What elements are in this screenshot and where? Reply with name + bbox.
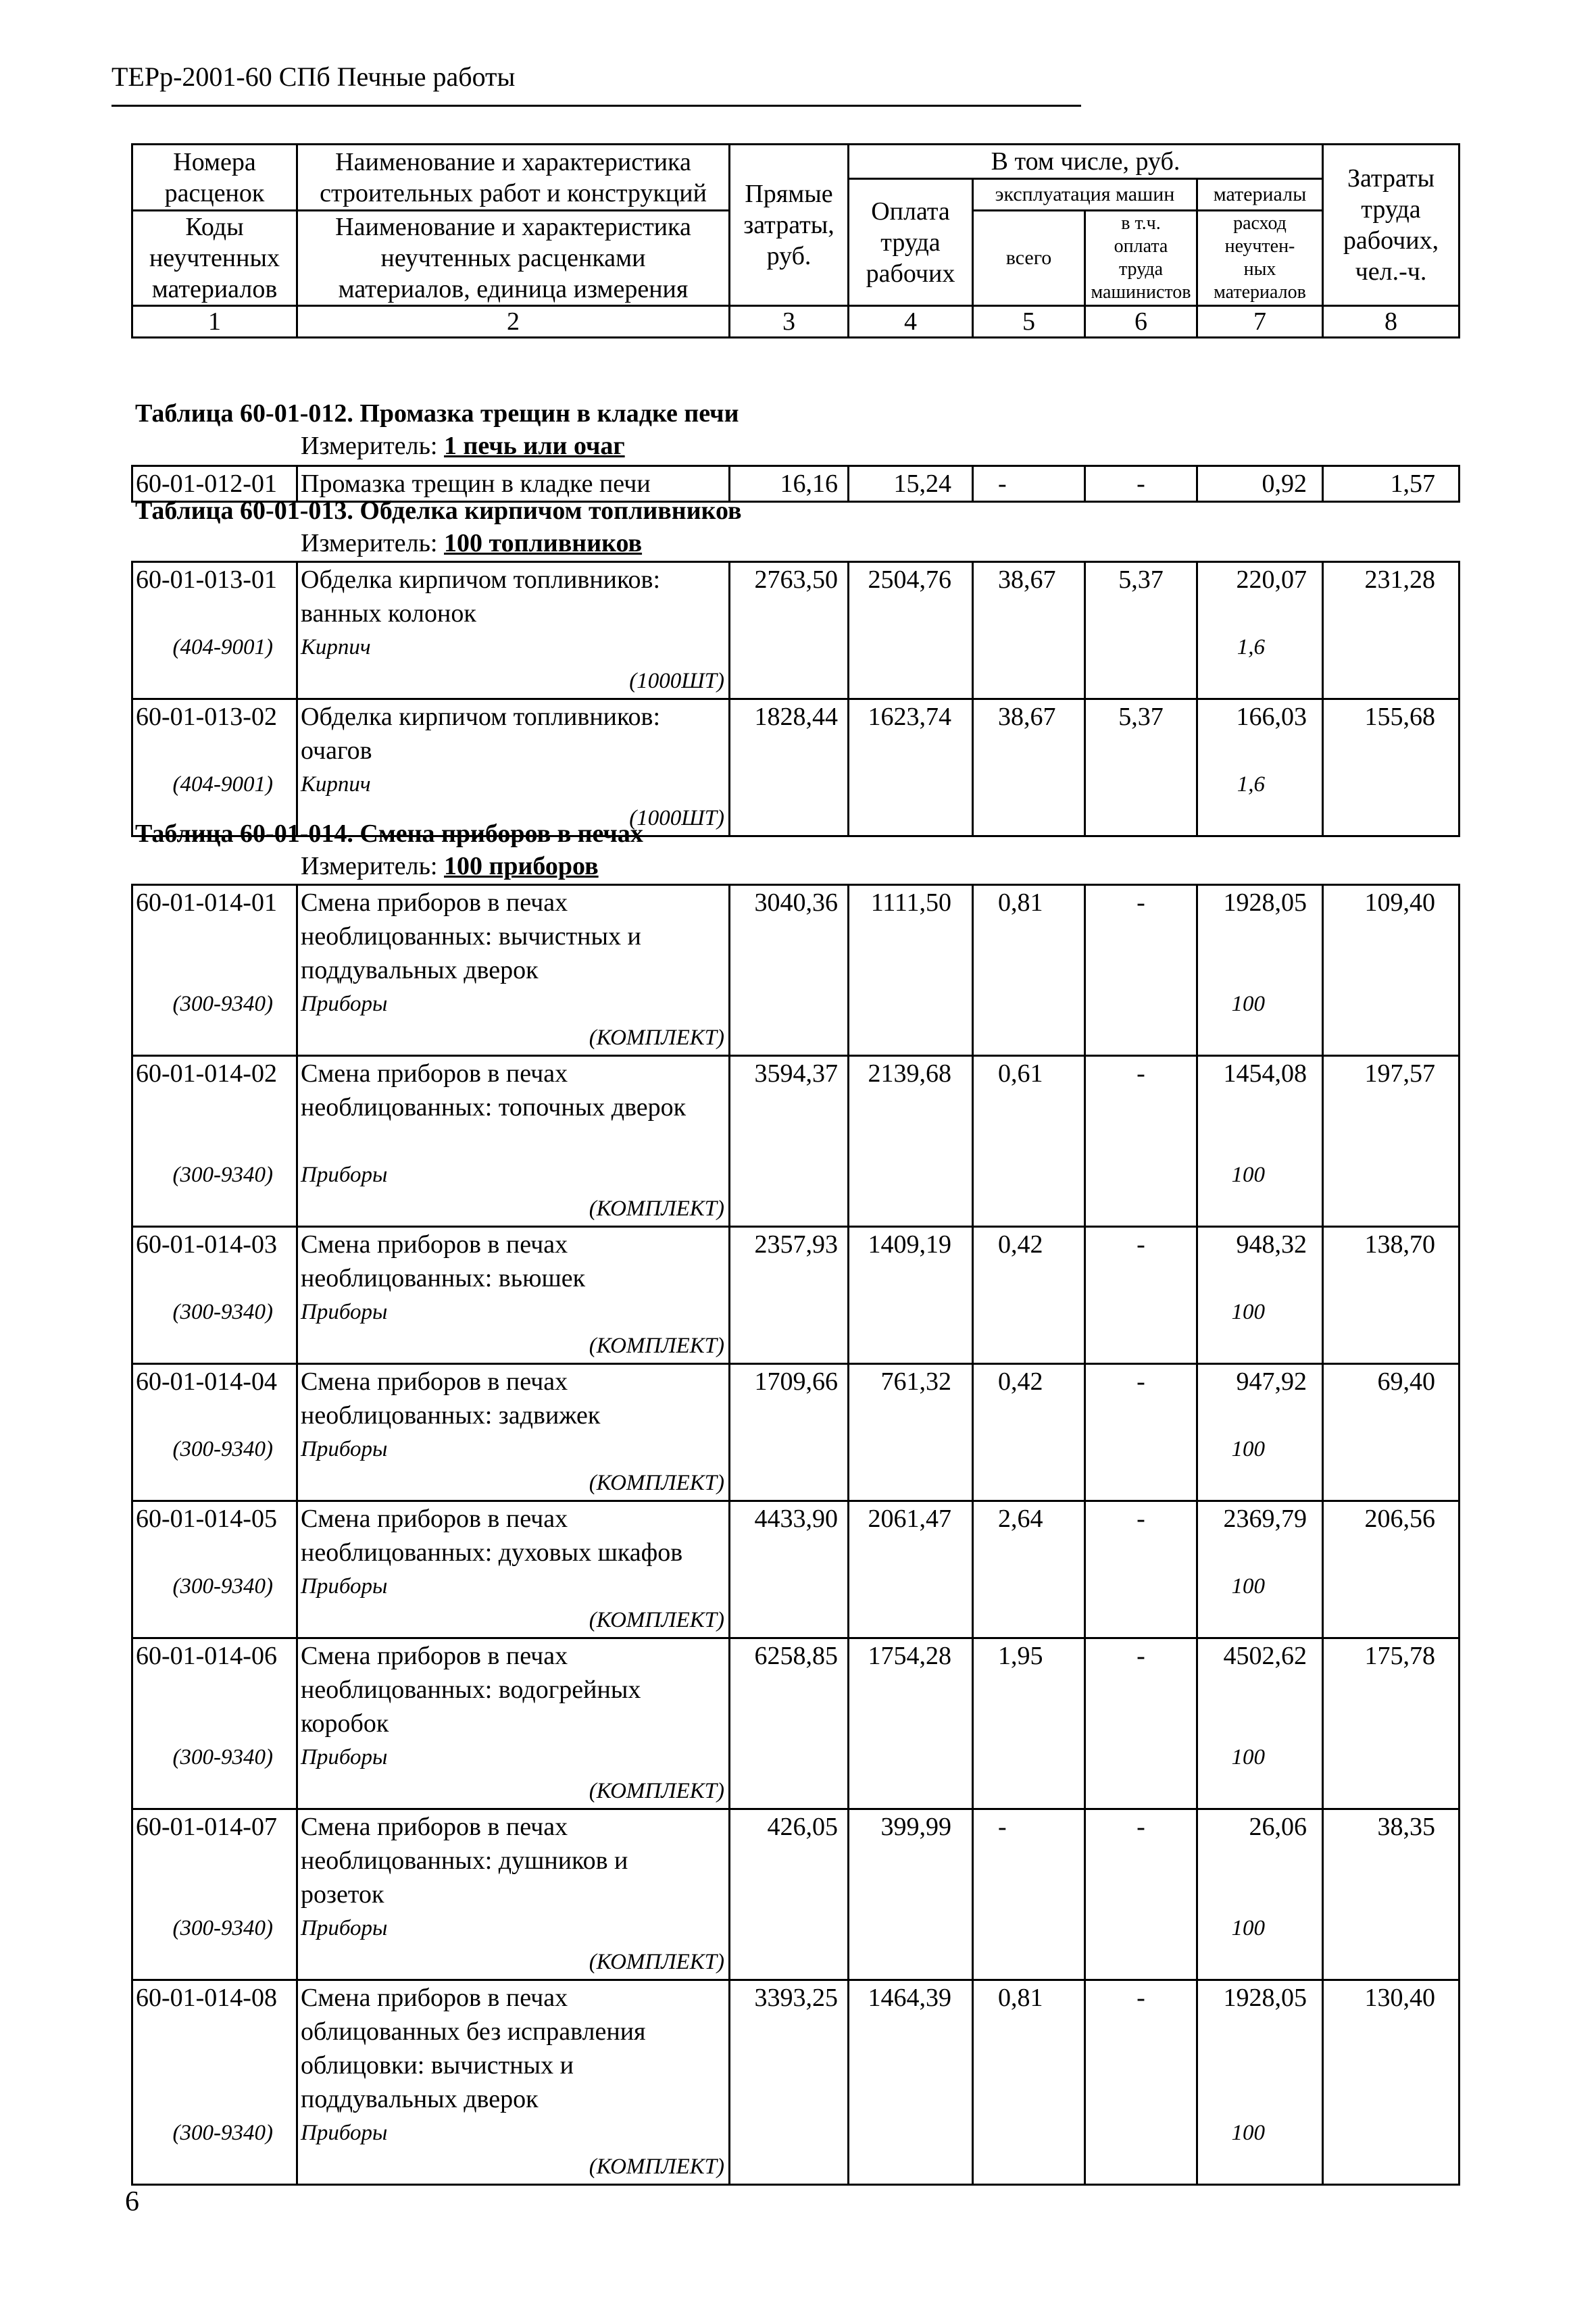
- rate-code: 60-01-012-01: [132, 466, 297, 502]
- machinist-pay: -: [1085, 466, 1197, 502]
- machinist-pay: 5,37: [1085, 562, 1197, 699]
- table-row: [132, 562, 1460, 699]
- direct-costs: 426,05: [730, 1809, 849, 1980]
- material-unit: (КОМПЛЕКТ): [589, 2155, 724, 2179]
- table-row: [132, 1056, 1460, 1227]
- material-unit: (1000ШТ): [629, 669, 724, 693]
- col3-header: Прямые затраты, руб.: [730, 145, 849, 306]
- direct-costs: 1828,44: [730, 699, 849, 836]
- rate-code: 60-01-013-02 (404-9001): [132, 699, 297, 836]
- direct-costs: 3393,25: [730, 1980, 849, 2185]
- table-row: [132, 1227, 1460, 1364]
- col-number: 6: [1085, 306, 1197, 338]
- machinist-pay: -: [1085, 1056, 1197, 1227]
- table-row: [132, 885, 1460, 1056]
- rate-name: Смена приборов в печах необлицованных: вычистных и поддувальных дверок Приборы (КОМПЛЕКТ): [297, 885, 730, 1056]
- materials-header: материалы: [1197, 179, 1323, 211]
- material-code: (300-9340): [172, 992, 273, 1016]
- material-code: (300-9340): [172, 1916, 273, 1940]
- material-name: Приборы: [301, 2121, 388, 2145]
- direct-costs: 3040,36: [730, 885, 849, 1056]
- machinist-pay: -: [1085, 885, 1197, 1056]
- material-unit: (КОМПЛЕКТ): [589, 1026, 724, 1050]
- labor-hours: 130,40: [1323, 1980, 1460, 2185]
- machine-total: 2,64: [973, 1501, 1085, 1638]
- material-qty: 100: [1231, 992, 1265, 1016]
- direct-costs: 6258,85: [730, 1638, 849, 1809]
- direct-costs: 3594,37: [730, 1056, 849, 1227]
- material-code: (300-9340): [172, 1437, 273, 1461]
- column-header-table: [131, 143, 1460, 338]
- labor-hours: 175,78: [1323, 1638, 1460, 1809]
- material-code: (404-9001): [172, 772, 273, 797]
- materials-cost: 947,92 100: [1197, 1364, 1323, 1501]
- col-number: 5: [973, 306, 1085, 338]
- labor-hours: 69,40: [1323, 1364, 1460, 1501]
- material-qty: 100: [1231, 1163, 1265, 1187]
- col-number: 2: [297, 306, 730, 338]
- col-number: 8: [1323, 306, 1460, 338]
- machinist-pay: -: [1085, 1638, 1197, 1809]
- page-number: 6: [125, 2186, 139, 2217]
- rate-code: 60-01-014-04 (300-9340): [132, 1364, 297, 1501]
- rate-name: Смена приборов в печах необлицованных: душников и розеток Приборы (КОМПЛЕКТ): [297, 1809, 730, 1980]
- material-qty: 100: [1231, 1916, 1265, 1940]
- table-title: Таблица 60-01-012. Промазка трещин в кладке печи: [135, 399, 739, 428]
- direct-costs: 2763,50: [730, 562, 849, 699]
- direct-costs: 1709,66: [730, 1364, 849, 1501]
- table-title: Таблица 60-01-014. Смена приборов в печах: [135, 820, 643, 848]
- labor-pay: 15,24: [849, 466, 973, 502]
- labor-pay: 1754,28: [849, 1638, 973, 1809]
- material-name: Приборы: [301, 1745, 388, 1769]
- rate-code: 60-01-014-02 (300-9340): [132, 1056, 297, 1227]
- machine-total: 0,42: [973, 1364, 1085, 1501]
- group-header: В том числе, руб.: [849, 145, 1323, 179]
- material-code: (300-9340): [172, 1574, 273, 1599]
- rate-code: 60-01-013-01 (404-9001): [132, 562, 297, 699]
- table-unit: Измеритель: 100 топливников: [301, 529, 643, 557]
- rate-name: Промазка трещин в кладке печи: [297, 466, 730, 502]
- labor-pay: 1464,39: [849, 1980, 973, 2185]
- labor-hours: 38,35: [1323, 1809, 1460, 1980]
- rate-code: 60-01-014-01 (300-9340): [132, 885, 297, 1056]
- header-rule: [111, 105, 1081, 107]
- material-qty: 100: [1231, 1745, 1265, 1769]
- col1-bottom-header: Коды неучтенных материалов: [132, 211, 297, 306]
- table-unit: Измеритель: 1 печь или очаг: [301, 432, 625, 460]
- material-code: (300-9340): [172, 2121, 273, 2145]
- rate-name: Смена приборов в печах необлицованных: духовых шкафов Приборы (КОМПЛЕКТ): [297, 1501, 730, 1638]
- material-name: Приборы: [301, 1300, 388, 1324]
- material-name: Приборы: [301, 1163, 388, 1187]
- col2-bottom-header: Наименование и характеристика неучтенных расценками материалов, единица измерения: [297, 211, 730, 306]
- labor-pay: 2061,47: [849, 1501, 973, 1638]
- col6-header: в т.ч. оплата труда машинистов: [1085, 211, 1197, 306]
- table-row: [132, 699, 1460, 836]
- labor-pay: 1409,19: [849, 1227, 973, 1364]
- material-name: Приборы: [301, 1574, 388, 1599]
- labor-pay: 2139,68: [849, 1056, 973, 1227]
- labor-pay: 1623,74: [849, 699, 973, 836]
- col-number: 4: [849, 306, 973, 338]
- machinist-pay: 5,37: [1085, 699, 1197, 836]
- material-qty: 100: [1231, 1574, 1265, 1599]
- labor-hours: 231,28: [1323, 562, 1460, 699]
- materials-cost: 948,32 100: [1197, 1227, 1323, 1364]
- machinist-pay: -: [1085, 1980, 1197, 2185]
- col1-top-header: Номера расценок: [132, 145, 297, 211]
- material-name: Кирпич: [301, 635, 371, 659]
- rate-name: Смена приборов в печах необлицованных: задвижек Приборы (КОМПЛЕКТ): [297, 1364, 730, 1501]
- table-row: [132, 1809, 1460, 1980]
- table-row: [132, 1638, 1460, 1809]
- material-name: Приборы: [301, 1437, 388, 1461]
- col-number: 7: [1197, 306, 1323, 338]
- rate-code: 60-01-014-05 (300-9340): [132, 1501, 297, 1638]
- material-unit: (КОМПЛЕКТ): [589, 1334, 724, 1358]
- table-row: [132, 1364, 1460, 1501]
- rates-table-013: [131, 561, 1460, 837]
- materials-cost: 1454,08 100: [1197, 1056, 1323, 1227]
- col2-top-header: Наименование и характеристика строительных работ и конструкций: [297, 145, 730, 211]
- table-unit: Измеритель: 100 приборов: [301, 852, 599, 880]
- labor-pay: 2504,76: [849, 562, 973, 699]
- direct-costs: 4433,90: [730, 1501, 849, 1638]
- materials-cost: 4502,62 100: [1197, 1638, 1323, 1809]
- labor-hours: 138,70: [1323, 1227, 1460, 1364]
- materials-cost: 0,92: [1197, 466, 1323, 502]
- col7-header: расход неучтен- ных материалов: [1197, 211, 1323, 306]
- table-title: Таблица 60-01-013. Обделка кирпичом топливников: [135, 497, 742, 525]
- direct-costs: 2357,93: [730, 1227, 849, 1364]
- material-code: (300-9340): [172, 1745, 273, 1769]
- col-number: 3: [730, 306, 849, 338]
- rate-name: Смена приборов в печах облицованных без исправления облицовки: вычистных и поддувальных дверок Приборы (КОМПЛЕКТ): [297, 1980, 730, 2185]
- machine-total: -: [973, 466, 1085, 502]
- machines-header: эксплуатация машин: [973, 179, 1197, 211]
- rate-code: 60-01-014-07 (300-9340): [132, 1809, 297, 1980]
- machine-total: 0,81: [973, 885, 1085, 1056]
- machine-total: -: [973, 1809, 1085, 1980]
- running-header: ТЕРр-2001-60 СПб Печные работы: [111, 61, 516, 92]
- labor-hours: 206,56: [1323, 1501, 1460, 1638]
- machine-total: 0,42: [973, 1227, 1085, 1364]
- material-qty: 100: [1231, 1437, 1265, 1461]
- rates-table-014: [131, 884, 1460, 2186]
- materials-cost: 1928,05 100: [1197, 885, 1323, 1056]
- material-qty: 1,6: [1237, 635, 1265, 659]
- rate-code: 60-01-014-08 (300-9340): [132, 1980, 297, 2185]
- materials-cost: 2369,79 100: [1197, 1501, 1323, 1638]
- material-unit: (КОМПЛЕКТ): [589, 1950, 724, 1974]
- materials-cost: 1928,05 100: [1197, 1980, 1323, 2185]
- col5-header: всего: [973, 211, 1085, 306]
- rate-name: Смена приборов в печах необлицованных: водогрейных коробок Приборы (КОМПЛЕКТ): [297, 1638, 730, 1809]
- material-unit: (1000ШТ): [629, 806, 724, 830]
- material-code: (300-9340): [172, 1163, 273, 1187]
- material-qty: 1,6: [1237, 772, 1265, 797]
- rate-code: 60-01-014-03 (300-9340): [132, 1227, 297, 1364]
- machinist-pay: -: [1085, 1364, 1197, 1501]
- labor-hours: 155,68: [1323, 699, 1460, 836]
- labor-pay: 1111,50: [849, 885, 973, 1056]
- material-unit: (КОМПЛЕКТ): [589, 1779, 724, 1803]
- material-code: (300-9340): [172, 1300, 273, 1324]
- labor-pay: 761,32: [849, 1364, 973, 1501]
- material-code: (404-9001): [172, 635, 273, 659]
- rate-name: Смена приборов в печах необлицованных: вьюшек Приборы (КОМПЛЕКТ): [297, 1227, 730, 1364]
- rate-code: 60-01-014-06 (300-9340): [132, 1638, 297, 1809]
- labor-hours: 109,40: [1323, 885, 1460, 1056]
- labor-hours: 1,57: [1323, 466, 1460, 502]
- rate-name: Обделка кирпичом топливников: ванных колонок Кирпич (1000ШТ): [297, 562, 730, 699]
- machine-total: 1,95: [973, 1638, 1085, 1809]
- material-name: Кирпич: [301, 772, 371, 797]
- materials-cost: 220,07 1,6: [1197, 562, 1323, 699]
- col-number: 1: [132, 306, 297, 338]
- machine-total: 0,61: [973, 1056, 1085, 1227]
- material-unit: (КОМПЛЕКТ): [589, 1197, 724, 1221]
- rate-name: Смена приборов в печах необлицованных: топочных дверок Приборы (КОМПЛЕКТ): [297, 1056, 730, 1227]
- material-qty: 100: [1231, 1300, 1265, 1324]
- machine-total: 0,81: [973, 1980, 1085, 2185]
- col4-header: Оплата труда рабочих: [849, 179, 973, 306]
- material-unit: (КОМПЛЕКТ): [589, 1471, 724, 1495]
- machinist-pay: -: [1085, 1501, 1197, 1638]
- table-row: [132, 1501, 1460, 1638]
- machine-total: 38,67: [973, 562, 1085, 699]
- machinist-pay: -: [1085, 1809, 1197, 1980]
- machine-total: 38,67: [973, 699, 1085, 836]
- rate-name: Обделка кирпичом топливников: очагов Кирпич (1000ШТ): [297, 699, 730, 836]
- material-name: Приборы: [301, 1916, 388, 1940]
- labor-pay: 399,99: [849, 1809, 973, 1980]
- table-row: [132, 1980, 1460, 2185]
- direct-costs: 16,16: [730, 466, 849, 502]
- machinist-pay: -: [1085, 1227, 1197, 1364]
- materials-cost: 166,03 1,6: [1197, 699, 1323, 836]
- col8-header: Затраты труда рабочих, чел.-ч.: [1323, 145, 1460, 306]
- labor-hours: 197,57: [1323, 1056, 1460, 1227]
- materials-cost: 26,06 100: [1197, 1809, 1323, 1980]
- material-unit: (КОМПЛЕКТ): [589, 1608, 724, 1632]
- material-name: Приборы: [301, 992, 388, 1016]
- material-qty: 100: [1231, 2121, 1265, 2145]
